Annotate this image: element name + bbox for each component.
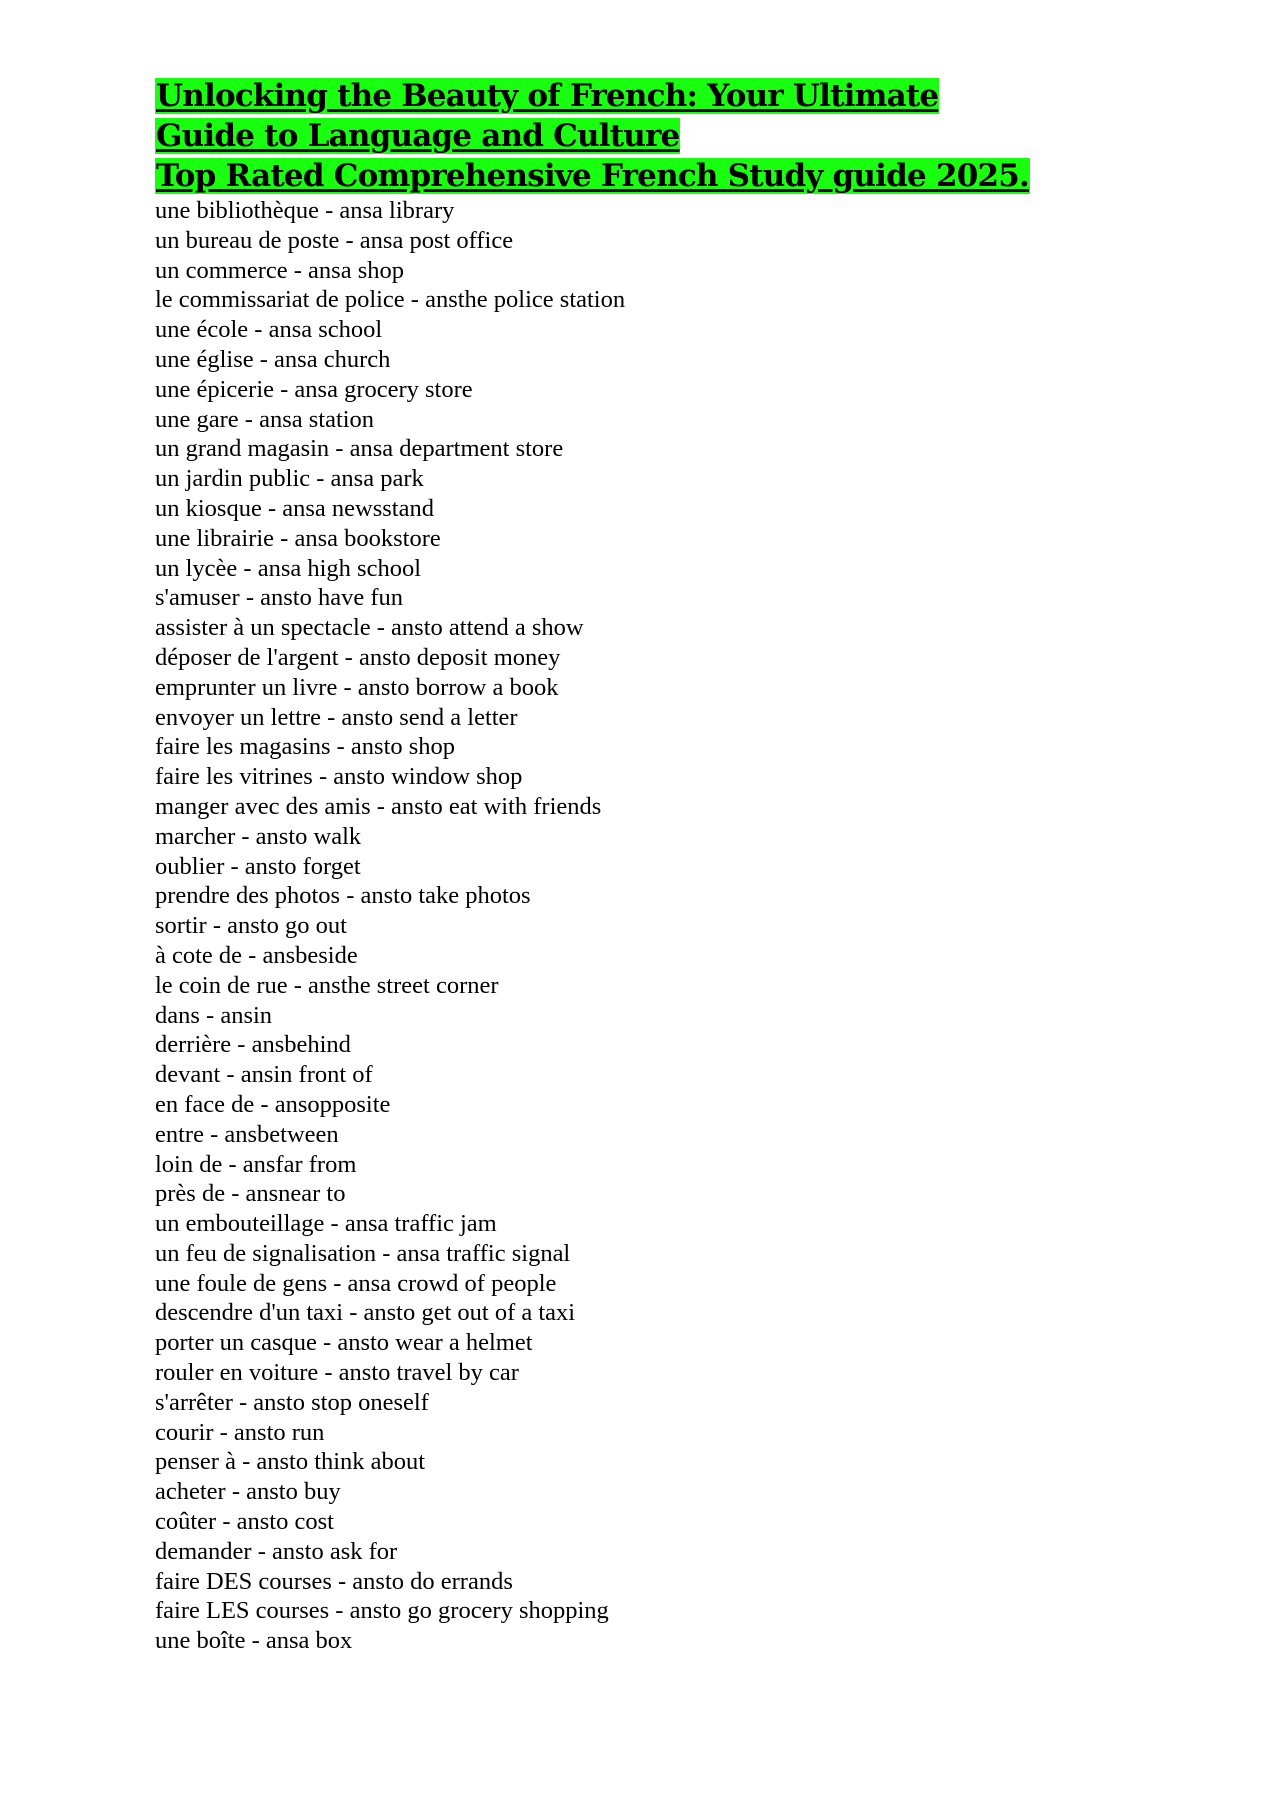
vocabulary-entry: un bureau de poste - ansa post office <box>155 226 514 254</box>
vocabulary-entry: envoyer un lettre - ansto send a letter <box>155 703 518 731</box>
vocabulary-entry: une église - ansa church <box>155 345 391 373</box>
title-line-3-text: Top Rated Comprehensive French Study guide 2025. <box>156 158 1030 194</box>
vocabulary-entry: devant - ansin front of <box>155 1061 373 1089</box>
vocabulary-entry: une librairie - ansa bookstore <box>155 524 441 552</box>
title-line-1-text: Unlocking the Beauty of French: Your Ultimate <box>156 78 939 114</box>
vocabulary-entry: une foule de gens - ansa crowd of people <box>155 1269 557 1297</box>
vocabulary-entry: un jardin public - ansa park <box>155 465 424 493</box>
vocabulary-entry: derrière - ansbehind <box>155 1031 351 1059</box>
vocabulary-entry: rouler en voiture - ansto travel by car <box>155 1359 519 1387</box>
vocabulary-entry: un grand magasin - ansa department store <box>155 435 564 463</box>
vocabulary-entry: un feu de signalisation - ansa traffic signal <box>155 1239 571 1267</box>
vocabulary-entry: près de - ansnear to <box>155 1180 346 1208</box>
vocabulary-entry: faire les magasins - ansto shop <box>155 733 456 761</box>
vocabulary-entry: assister à un spectacle - ansto attend a show <box>155 614 584 642</box>
vocabulary-entry: emprunter un livre - ansto borrow a book <box>155 673 559 701</box>
vocabulary-entry: une bibliothèque - ansa library <box>155 197 455 224</box>
title-line-2-text: Guide to Language and Culture <box>156 118 680 154</box>
vocabulary-entry: le coin de rue - ansthe street corner <box>155 971 499 999</box>
vocabulary-entry: dans - ansin <box>155 1001 273 1029</box>
vocabulary-entry: s'arrêter - ansto stop oneself <box>155 1388 429 1416</box>
title-line-2 <box>155 116 1205 156</box>
vocabulary-entry: à cote de - ansbeside <box>155 941 358 969</box>
vocabulary-entry: manger avec des amis - ansto eat with friends <box>155 792 602 820</box>
vocabulary-entry: prendre des photos - ansto take photos <box>155 882 531 910</box>
document-page <box>155 76 1205 1656</box>
vocabulary-entry: entre - ansbetween <box>155 1120 339 1148</box>
vocabulary-entry: descendre d'un taxi - ansto get out of a taxi <box>155 1299 576 1327</box>
vocabulary-entry: courir - ansto run <box>155 1418 325 1446</box>
vocabulary-entry: porter un casque - ansto wear a helmet <box>155 1329 533 1357</box>
vocabulary-entry: loin de - ansfar from <box>155 1150 357 1178</box>
vocabulary-entry: marcher - ansto walk <box>155 822 362 850</box>
vocabulary-entry: en face de - ansopposite <box>155 1090 391 1118</box>
vocabulary-list <box>155 196 1205 1656</box>
vocabulary-entry: une gare - ansa station <box>155 405 375 433</box>
vocabulary-entry: faire DES courses - ansto do errands <box>155 1567 513 1595</box>
title-line-1 <box>155 76 1205 116</box>
vocabulary-entry: demander - ansto ask for <box>155 1537 398 1565</box>
vocabulary-entry: une boîte - ansa box <box>155 1627 353 1655</box>
vocabulary-entry: oublier - ansto forget <box>155 852 361 880</box>
vocabulary-entry: s'amuser - ansto have fun <box>155 584 403 612</box>
vocabulary-entry: un kiosque - ansa newsstand <box>155 494 434 522</box>
vocabulary-entry: coûter - ansto cost <box>155 1508 334 1536</box>
vocabulary-entry: déposer de l'argent - ansto deposit money <box>155 643 561 671</box>
vocabulary-entry: faire les vitrines - ansto window shop <box>155 763 523 791</box>
vocabulary-entry: un lycèe - ansa high school <box>155 554 422 582</box>
vocabulary-entry: acheter - ansto buy <box>155 1478 341 1506</box>
vocabulary-entry: penser à - ansto think about <box>155 1448 426 1476</box>
vocabulary-entry: un commerce - ansa shop <box>155 256 404 284</box>
vocabulary-entry: sortir - ansto go out <box>155 912 347 940</box>
title-line-3 <box>155 156 1205 196</box>
vocabulary-entry: un embouteillage - ansa traffic jam <box>155 1210 497 1238</box>
vocabulary-entry: une école - ansa school <box>155 316 383 344</box>
vocabulary-entry: le commissariat de police - ansthe police station <box>155 286 626 314</box>
vocabulary-entry: une épicerie - ansa grocery store <box>155 375 473 403</box>
vocabulary-entry: faire LES courses - ansto go grocery shopping <box>155 1597 609 1625</box>
document-title <box>155 76 1205 196</box>
